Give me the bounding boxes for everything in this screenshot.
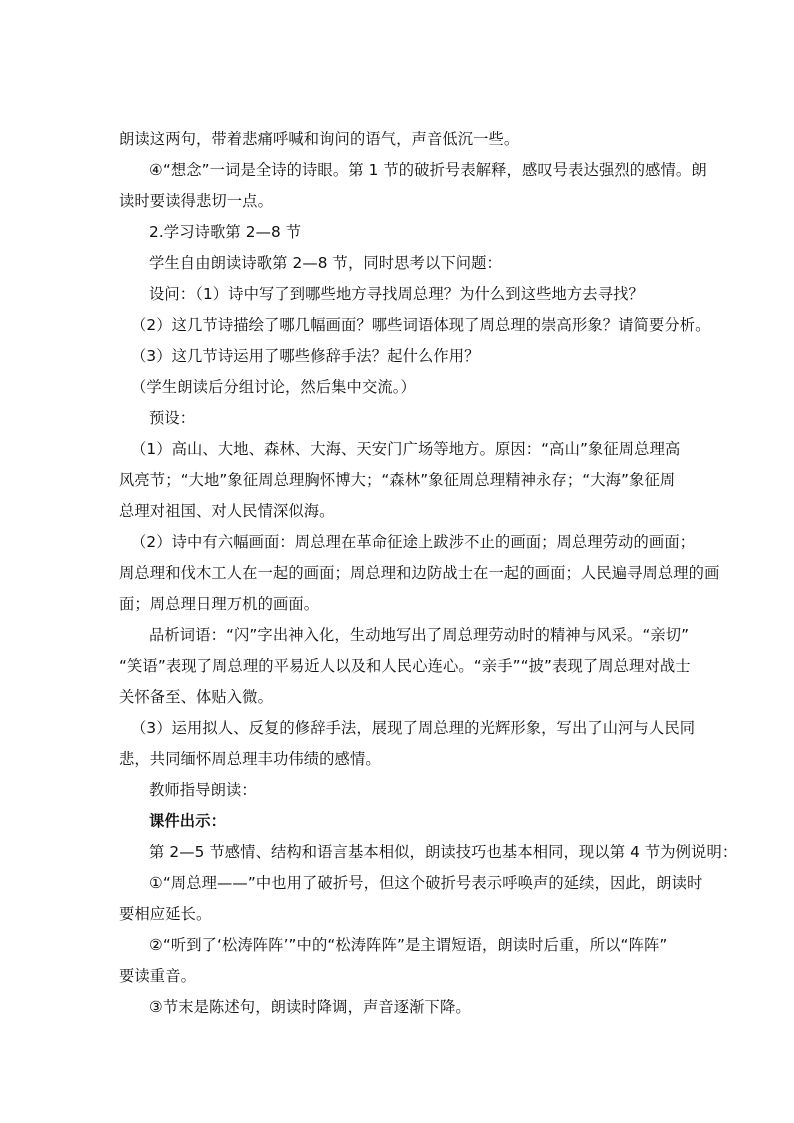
paragraph-line: ③节末是陈述句，朗读时降调，声音逐渐下降。 (149, 998, 471, 1016)
paragraph-line: ②“听到了‘松涛阵阵’”中的“松涛阵阵”是主谓短语，朗读时后重，所以“阵阵” (149, 936, 668, 954)
question-line: （3）这几节诗运用了哪些修辞手法？起什么作用？ (131, 347, 480, 365)
section-heading: 2.学习诗歌第 2—8 节 (149, 223, 302, 241)
answer-line: 面；周总理日理万机的画面。 (119, 595, 320, 613)
paragraph-line: 学生自由朗读诗歌第 2—8 节，同时思考以下问题： (149, 254, 502, 272)
question-line: （2）这几节诗描绘了哪几幅画面？哪些词语体现了周总理的崇高形象？请简要分析。 (131, 316, 711, 334)
paragraph-line: 要相应延长。 (119, 905, 212, 923)
courseware-heading: 课件出示： (149, 812, 226, 830)
paragraph-line: 教师指导朗读： (149, 781, 257, 799)
paragraph-line: “笑语”表现了周总理的平易近人以及和人民心连心。“亲手”“披”表现了周总理对战士 (119, 657, 691, 675)
answer-line: 周总理和伐木工人在一起的画面；周总理和边防战士在一起的画面；人民遍寻周总理的画 (119, 564, 720, 582)
paragraph-line: 要读重音。 (119, 967, 196, 985)
answer-line: （1）高山、大地、森林、大海、天安门广场等地方。原因：“高山”象征周总理高 (131, 440, 681, 458)
document-body (119, 124, 738, 1023)
paragraph-line: ④“想念”一词是全诗的诗眼。第 1 节的破折号表解释，感叹号表达强烈的感情。朗 (149, 161, 707, 179)
paragraph-line: （学生朗读后分组讨论，然后集中交流。） (131, 378, 416, 396)
paragraph-line: 读时要读得悲切一点。 (119, 192, 273, 210)
answer-line: 风亮节；“大地”象征周总理胸怀博大；“森林”象征周总理精神永存；“大海”象征周 (119, 471, 676, 489)
answer-line: 悲，共同缅怀周总理丰功伟绩的感情。 (119, 750, 381, 768)
answer-line: （2）诗中有六幅画面：周总理在革命征途上跋涉不止的画面；周总理劳动的画面； (131, 533, 696, 551)
paragraph-line: 第 2—5 节感情、结构和语言基本相似，朗读技巧也基本相同，现以第 4 节为例说明： (149, 843, 738, 861)
answer-line: （3）运用拟人、反复的修辞手法，展现了周总理的光辉形象，写出了山河与人民同 (131, 719, 696, 737)
question-line: 设问：（1）诗中写了到哪些地方寻找周总理？为什么到这些地方去寻找？ (149, 285, 644, 303)
paragraph-line: ①“周总理——”中也用了破折号，但这个破折号表示呼唤声的延续，因此，朗读时 (149, 874, 703, 892)
paragraph-line: 朗读这两句，带着悲痛呼喊和询问的语气，声音低沉一些。 (119, 130, 520, 148)
paragraph-line: 预设： (149, 409, 196, 427)
paragraph-line: 关怀备至、体贴入微。 (119, 688, 273, 706)
answer-line: 总理对祖国、对人民情深似海。 (119, 502, 335, 520)
paragraph-line: 品析词语：“闪”字出神入化，生动地写出了周总理劳动时的精神与风采。“亲切” (149, 626, 690, 644)
